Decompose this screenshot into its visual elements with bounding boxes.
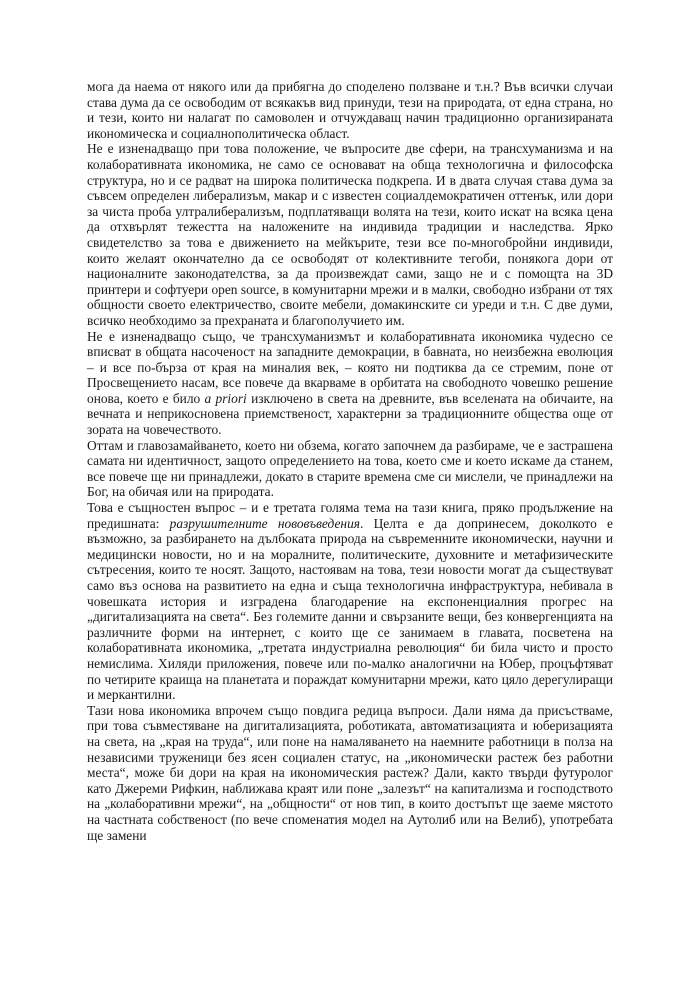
text-run: Не е изненадващо при това положение, че въпросите две сфери, на трансхуманизма и на колаборативната икономика, не само се основават на обща технологична и философска структура, но и се радват на широка политическа подкрепа. И в двата случая става дума за съвсем определен либерализъм, макар и с известен социалдемократичен оттенък, или дори за чиста проба ултралиберализъм, подплатяващи волята на тези, които искат на всяка цена да отхвърлят тежестта на наложените на индивида традиции и наследства. Ярко свидетелство за това е движението на мейкърите, тези все по-многобройни индивиди, които желаят окончателно да се освободят от колективните тегоби, понякога дори от националните законодателства, за да произвеждат сами, защо не и с помощта на 3D принтери и софтуери open source, в комунитарни мрежи и в малки, свободно избрани от тях общности своето електричество, своите мебели, домакинските си уреди и т.н. С две думи, всичко необходимо за прехраната и благополучието им. xyxy=(87,141,613,328)
paragraph xyxy=(87,500,613,703)
paragraph xyxy=(87,438,613,500)
text-run: Не е изненадващо също, че трансхуманизмът и колаборативната икономика чудесно се вписват в общата насоченост на западните демокрации, в бавната, но неизбежна еволюция – и все по-бърза от края на миналия век, – която ни подтиква да се стремим, поне от Просвещението насам, все повече да вкарваме в орбитата на свободното човешко решение онова, което е било xyxy=(87,328,613,406)
text-run: изключено в света на древните, във вселената на обичаите, на вечната и неприкосновена приемственост, характерни за традиционните общества още от зората на човечеството. xyxy=(87,390,614,438)
text-run: мога да наема от някого или да прибягна до споделено ползване и т.н.? Във всички случаи става дума да се освободим от всякакъв вид принуди, тези на природата, от една страна, но и тези, които ни налагат по самоволен и отчуждаващ начин традиционно организираната икономическа и социалнополитическа област. xyxy=(87,79,613,141)
text-run: Тази нова икономика впрочем също повдига редица въпроси. Дали няма да присъстваме, при това съвместяване на дигитализацията, роботиката, автоматизацията и юберизацията на света, на „края на труда“, или поне на намаляването на наемните работници в полза на независими труженици без ясен социален статус, на „икономически растеж без работни места“, може би дори на края на икономическия растеж? Дали, както твърди футуролог като Джереми Рифкин, наближава краят или поне „залезът“ на капитализма и господството на „колаборативни мрежи“, на „общности“ от нов тип, в които достъпът ще заеме мястото на частната собственост (по вече споменатия модел на Аутолиб или на Велиб), употребата ще замени xyxy=(87,702,613,843)
text-run: . Целта е да допринесем, доколкото е възможно, за разбирането на дълбоката природа на съвременните икономически, научни и медицински новости, но и на моралните, политическите, духовните и метафизическите сътресения, които те носят. Защото, настоявам на това, тези новости могат да съществуват само въз основа на развитието на една и съща технологична инфраструктура, небивала в човешката история и изградена благодарение на експоненциалния прогрес на „дигитализацията на света“. Без големите данни и свързаните вещи, без конвергенцията на различните форми на интернет, с които ще се занимаем в главата, посветена на колаборативната икономика, „третата индустриална революция“ би била чисто и просто немислима. Хиляди приложения, повече или по-малко аналогични на Юбер, процъфтяват по четирите краища на планетата и пораждат комунитарни мрежи, като цяло дерегулиращи и меркантилни. xyxy=(87,515,613,703)
italic-text: a priori xyxy=(204,390,247,406)
paragraph xyxy=(87,703,613,843)
italic-text: разрушителните нововъведения xyxy=(169,515,360,531)
paragraph xyxy=(87,141,613,328)
text-run: Оттам и главозамайването, което ни обзема, когато започнем да разбираме, че е застрашена самата ни идентичност, защото определението на това, което сме и което искаме да станем, все повече ще ни принадлежи, докато в старите времена сме си мислели, че принадлежи на Бог, на обичая или на природата. xyxy=(87,437,613,500)
text-run: Това е същностен въпрос – и е третата голяма тема на тази книга, пряко продължение на предишната: xyxy=(87,500,613,531)
paragraph xyxy=(87,79,613,141)
body-text xyxy=(87,79,613,843)
paragraph xyxy=(87,329,613,438)
